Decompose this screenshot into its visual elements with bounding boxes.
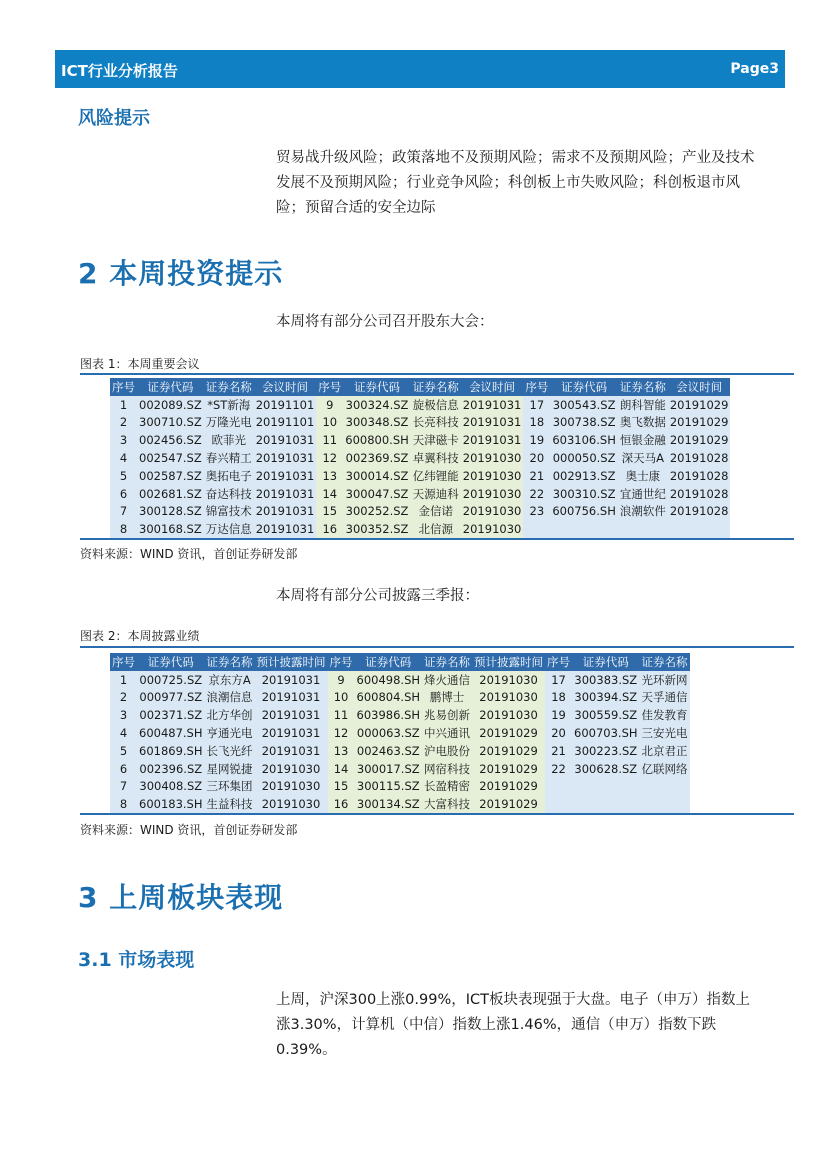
table-cell: 11 bbox=[316, 431, 343, 449]
table-cell: 20191030 bbox=[255, 778, 328, 796]
table-cell: 000050.SZ bbox=[550, 449, 618, 467]
table-cell: 002587.SZ bbox=[139, 468, 202, 483]
table-cell: 8 bbox=[110, 795, 137, 813]
column-header: 证券代码 bbox=[550, 378, 618, 396]
table-cell: 三安光电 bbox=[641, 726, 688, 741]
table-cell: 20191028 bbox=[669, 504, 729, 519]
market-performance-text: 上周，沪深300上涨0.99%，ICT板块表现强于大盘。电子（申万）指数上涨3.30%，计算机（中信）指数上涨1.46%，通信（申万）指数下跌0.39%。 bbox=[276, 992, 750, 1058]
table-cell: 中兴通讯 bbox=[424, 726, 471, 741]
table-cell: 20191101 bbox=[255, 397, 315, 412]
intro-meetings: 本周将有部分公司召开股东大会： bbox=[276, 314, 494, 330]
table-cell: 16 bbox=[316, 520, 343, 538]
table-cell: 万隆光电 bbox=[205, 415, 252, 430]
table-cell: 2 bbox=[110, 414, 137, 432]
table-cell: 长飞光纤 bbox=[206, 743, 253, 758]
column-header: 证券名称 bbox=[424, 654, 471, 669]
table-cell: 300310.SZ bbox=[550, 485, 618, 503]
table-cell bbox=[545, 795, 572, 813]
table-cell: 13 bbox=[328, 742, 355, 760]
table-cell: 15 bbox=[328, 778, 355, 796]
table-row bbox=[110, 414, 730, 432]
table-cell: 20191030 bbox=[462, 522, 522, 537]
table-cell: 002396.SZ bbox=[137, 760, 205, 778]
table-cell: 20191030 bbox=[462, 468, 522, 483]
table-cell: 兆易创新 bbox=[424, 708, 471, 723]
table-cell: 20191031 bbox=[255, 522, 315, 537]
table-cell: 20191031 bbox=[255, 486, 315, 501]
table-cell: 京东方A bbox=[205, 671, 255, 689]
table-cell: 20191031 bbox=[255, 504, 315, 519]
table2-source: 资料来源：WIND 资讯，首创证券研发部 bbox=[80, 823, 298, 837]
table-cell: 长盈精密 bbox=[424, 779, 471, 794]
table-cell: 奥飞数据 bbox=[619, 415, 666, 430]
table-cell: 恒银金融 bbox=[619, 433, 666, 448]
table-header-row bbox=[110, 653, 690, 671]
column-header: 序号 bbox=[112, 379, 135, 394]
table-cell: 10 bbox=[328, 689, 355, 707]
table-cell: 奥士康 bbox=[618, 467, 668, 485]
table-cell: *ST新海 bbox=[204, 396, 254, 414]
table-row bbox=[110, 795, 690, 813]
table-cell: 300408.SZ bbox=[137, 778, 205, 796]
table2-caption: 图表 2：本周披露业绩 bbox=[80, 629, 200, 643]
table-cell: 600498.SH bbox=[356, 672, 421, 687]
table-cell: 600800.SH bbox=[345, 433, 409, 448]
table-cell: 300014.SZ bbox=[343, 467, 411, 485]
table-cell: 20191030 bbox=[472, 671, 545, 689]
table-row bbox=[110, 485, 730, 503]
table-cell: 20191028 bbox=[669, 468, 729, 483]
table-cell: 6 bbox=[110, 760, 137, 778]
table-row bbox=[110, 431, 730, 449]
table-cell: 20 bbox=[545, 724, 572, 742]
table-cell: 300047.SZ bbox=[343, 485, 411, 503]
column-header: 序号 bbox=[525, 379, 549, 394]
table-cell: 生益科技 bbox=[206, 797, 253, 812]
table-cell: 14 bbox=[316, 485, 343, 503]
table-cell: 7 bbox=[110, 778, 137, 796]
table-cell: 20191028 bbox=[669, 486, 729, 501]
table-cell: 3 bbox=[110, 706, 137, 724]
table-cell: 20191030 bbox=[472, 706, 545, 724]
table-cell: 300394.SZ bbox=[572, 689, 640, 707]
column-header: 序号 bbox=[112, 654, 135, 669]
column-header: 证券代码 bbox=[137, 378, 204, 396]
table-cell: 13 bbox=[316, 467, 343, 485]
table-cell: 600804.SH bbox=[356, 690, 421, 705]
table-cell: 18 bbox=[523, 414, 550, 432]
table-cell: 19 bbox=[523, 431, 550, 449]
table-cell: 金信诺 bbox=[411, 503, 461, 521]
section2-heading: 2 本周投资提示 bbox=[78, 257, 284, 290]
table-cell: 22 bbox=[523, 485, 550, 503]
table-cell: 20 bbox=[523, 449, 550, 467]
table-cell: 300348.SZ bbox=[343, 414, 411, 432]
table-cell: 20191029 bbox=[472, 778, 545, 796]
table-cell: 欧菲光 bbox=[204, 431, 254, 449]
table-cell: 20191031 bbox=[462, 433, 522, 448]
table-cell: 4 bbox=[110, 449, 137, 467]
table-row bbox=[110, 689, 690, 707]
table-cell: 300134.SZ bbox=[355, 795, 423, 813]
table-cell: 15 bbox=[316, 503, 343, 521]
table-cell: 20191101 bbox=[255, 415, 315, 430]
table-cell: 鹏博士 bbox=[422, 689, 472, 707]
table-cell bbox=[640, 778, 690, 796]
intro-reports: 本周将有部分公司披露三季报： bbox=[276, 588, 479, 604]
table-row bbox=[110, 760, 690, 778]
table-cell: 4 bbox=[110, 724, 137, 742]
table-cell: 春兴精工 bbox=[205, 451, 252, 466]
table-row bbox=[110, 520, 730, 538]
table-cell: 三环集团 bbox=[206, 779, 253, 794]
column-header: 证券代码 bbox=[343, 378, 411, 396]
column-header: 序号 bbox=[318, 379, 342, 394]
table1-caption: 图表 1：本周重要会议 bbox=[80, 357, 200, 371]
column-header: 预计披露时间 bbox=[256, 654, 326, 669]
table-cell: 12 bbox=[316, 449, 343, 467]
table-cell: 20191029 bbox=[669, 433, 729, 448]
table-cell: 20191029 bbox=[472, 795, 545, 813]
table-cell: 20191029 bbox=[472, 760, 545, 778]
table-cell bbox=[545, 778, 572, 796]
table-cell: 20191028 bbox=[669, 451, 729, 466]
table-cell: 17 bbox=[545, 671, 572, 689]
table-cell: 20191031 bbox=[255, 742, 328, 760]
table-cell: 北京君正 bbox=[641, 743, 688, 758]
table-cell: 300252.SZ bbox=[343, 503, 411, 521]
table-cell: 300559.SZ bbox=[572, 706, 640, 724]
table-cell: 600756.SH bbox=[552, 504, 616, 519]
table-cell: 6 bbox=[110, 485, 137, 503]
table-cell: 3 bbox=[110, 431, 137, 449]
table-cell: 20191029 bbox=[669, 415, 729, 430]
table-cell: 002371.SZ bbox=[137, 706, 205, 724]
table-cell: 20191031 bbox=[462, 415, 522, 430]
column-header: 证券名称 bbox=[205, 379, 252, 394]
table-cell: 佳发教育 bbox=[641, 708, 688, 723]
table-cell: 20191030 bbox=[255, 795, 328, 813]
column-header: 证券代码 bbox=[572, 653, 640, 671]
table-cell: 300223.SZ bbox=[572, 742, 640, 760]
table-cell: 亿联网络 bbox=[641, 761, 688, 776]
report-title: ICT行业分析报告 bbox=[61, 62, 178, 80]
table2-frame bbox=[80, 646, 794, 815]
table-cell: 20191031 bbox=[255, 724, 328, 742]
table-cell bbox=[572, 795, 640, 813]
table-cell: 沪电股份 bbox=[424, 743, 471, 758]
table-cell: 9 bbox=[328, 671, 355, 689]
table-cell bbox=[550, 520, 618, 538]
table-cell: 300543.SZ bbox=[550, 396, 618, 414]
column-header: 证券名称 bbox=[641, 654, 688, 669]
table-cell: 20191029 bbox=[472, 724, 545, 742]
table-row bbox=[110, 706, 690, 724]
table-cell: 600703.SH bbox=[574, 726, 638, 741]
table-cell: 002369.SZ bbox=[343, 449, 411, 467]
table-cell: 23 bbox=[523, 503, 550, 521]
table-cell: 000063.SZ bbox=[355, 724, 423, 742]
table-cell: 大富科技 bbox=[424, 797, 471, 812]
table-row bbox=[110, 742, 690, 760]
table-cell: 天源迪科 bbox=[412, 486, 459, 501]
table-cell: 1 bbox=[110, 396, 137, 414]
table-cell: 5 bbox=[110, 742, 137, 760]
table-cell: 锦富技术 bbox=[205, 504, 252, 519]
table-cell: 300628.SZ bbox=[572, 760, 640, 778]
column-header: 会议时间 bbox=[461, 378, 524, 396]
table-cell: 11 bbox=[328, 706, 355, 724]
table-cell: 20191030 bbox=[255, 760, 328, 778]
table-cell: 002913.SZ bbox=[550, 467, 618, 485]
table-cell: 光环新网 bbox=[641, 672, 688, 687]
table-cell: 浪潮软件 bbox=[619, 504, 666, 519]
table-cell: 300168.SZ bbox=[139, 522, 202, 537]
table-cell: 300324.SZ bbox=[343, 396, 411, 414]
table-cell bbox=[618, 520, 668, 538]
table-cell: 20191029 bbox=[472, 742, 545, 760]
table-cell: 600183.SH bbox=[139, 797, 203, 812]
table-cell: 奋达科技 bbox=[205, 486, 252, 501]
table-cell: 9 bbox=[316, 396, 343, 414]
table-cell: 002681.SZ bbox=[139, 486, 202, 501]
table-cell: 601869.SH bbox=[139, 743, 203, 758]
table1-frame bbox=[80, 373, 794, 540]
table-cell: 20191030 bbox=[462, 451, 522, 466]
table-cell: 万达信息 bbox=[205, 522, 252, 537]
column-header: 会议时间 bbox=[668, 378, 731, 396]
table-row bbox=[110, 724, 690, 742]
table-row bbox=[110, 449, 730, 467]
table-cell: 天孚通信 bbox=[641, 690, 688, 705]
table-cell: 300383.SZ bbox=[572, 671, 640, 689]
table-cell: 星网锐捷 bbox=[206, 761, 253, 776]
table-cell: 深天马A bbox=[618, 449, 668, 467]
table-cell: 16 bbox=[328, 795, 355, 813]
table-cell: 300352.SZ bbox=[343, 520, 411, 538]
table-cell: 烽火通信 bbox=[424, 672, 471, 687]
table-cell: 20191031 bbox=[255, 671, 328, 689]
table-row bbox=[110, 778, 690, 796]
table-cell bbox=[668, 520, 731, 538]
table-cell: 000725.SZ bbox=[137, 671, 205, 689]
column-header: 序号 bbox=[547, 654, 571, 669]
page-number: Page3 bbox=[730, 61, 779, 77]
table-cell: 17 bbox=[523, 396, 550, 414]
table-cell: 002547.SZ bbox=[139, 451, 202, 466]
column-header: 证券名称 bbox=[206, 654, 253, 669]
section3-heading: 3 上周板块表现 bbox=[78, 881, 284, 914]
table-cell: 300115.SZ bbox=[355, 778, 423, 796]
table-cell: 19 bbox=[545, 706, 572, 724]
table-cell: 300128.SZ bbox=[139, 504, 202, 519]
column-header: 预计披露时间 bbox=[474, 654, 544, 669]
table-row bbox=[110, 671, 690, 689]
table-cell: 002089.SZ bbox=[139, 397, 202, 412]
table-cell: 10 bbox=[316, 414, 343, 432]
table-cell: 朗科智能 bbox=[619, 397, 666, 412]
table-header-row bbox=[110, 378, 730, 396]
table-cell: 浪潮信息 bbox=[206, 690, 253, 705]
table-cell: 7 bbox=[110, 503, 137, 521]
table-row bbox=[110, 396, 730, 414]
table-cell: 20191029 bbox=[669, 397, 729, 412]
table-cell: 600487.SH bbox=[139, 726, 203, 741]
table-cell: 20191031 bbox=[255, 706, 328, 724]
table-cell: 20191031 bbox=[255, 689, 328, 707]
table-row bbox=[110, 467, 730, 485]
column-header: 序号 bbox=[329, 654, 353, 669]
table-cell: 20191030 bbox=[472, 689, 545, 707]
column-header: 证券名称 bbox=[619, 379, 666, 394]
table-cell: 21 bbox=[523, 467, 550, 485]
table-cell: 5 bbox=[110, 467, 137, 485]
table-cell: 20191031 bbox=[255, 433, 315, 448]
table-cell bbox=[640, 795, 690, 813]
table-cell: 旋极信息 bbox=[412, 397, 459, 412]
table-cell: 12 bbox=[328, 724, 355, 742]
table-cell: 20191030 bbox=[462, 504, 522, 519]
table-cell: 亨通光电 bbox=[206, 726, 253, 741]
column-header: 证券代码 bbox=[355, 653, 423, 671]
table-cell: 14 bbox=[328, 760, 355, 778]
table-cell: 18 bbox=[545, 689, 572, 707]
table-cell: 300710.SZ bbox=[139, 415, 202, 430]
table-cell: 20191030 bbox=[462, 486, 522, 501]
table-cell: 北信源 bbox=[411, 520, 461, 538]
table1-source: 资料来源：WIND 资讯，首创证券研发部 bbox=[80, 547, 298, 561]
table-cell: 20191031 bbox=[255, 468, 315, 483]
table-cell: 20191031 bbox=[462, 397, 522, 412]
table-cell: 长亮科技 bbox=[412, 415, 459, 430]
table-cell: 8 bbox=[110, 520, 137, 538]
column-header: 会议时间 bbox=[254, 378, 317, 396]
table-cell: 603986.SH bbox=[356, 708, 421, 723]
column-header: 证券名称 bbox=[412, 379, 459, 394]
page-header bbox=[55, 50, 785, 88]
table-cell: 000977.SZ bbox=[137, 689, 205, 707]
table-cell: 网宿科技 bbox=[424, 761, 471, 776]
meetings-table bbox=[110, 378, 730, 538]
table-cell bbox=[572, 778, 640, 796]
table-cell bbox=[523, 520, 550, 538]
table-cell: 卓翼科技 bbox=[412, 451, 459, 466]
table-cell: 天津磁卡 bbox=[412, 433, 459, 448]
table-cell: 22 bbox=[545, 760, 572, 778]
table-cell: 2 bbox=[110, 689, 137, 707]
table-cell: 20191031 bbox=[255, 451, 315, 466]
table-cell: 21 bbox=[545, 742, 572, 760]
table-row bbox=[110, 503, 730, 521]
table-cell: 002456.SZ bbox=[139, 433, 202, 448]
table-cell: 奥拓电子 bbox=[205, 468, 252, 483]
earnings-table bbox=[110, 653, 690, 813]
table-cell: 宜通世纪 bbox=[619, 486, 666, 501]
table-cell: 北方华创 bbox=[206, 708, 253, 723]
table-cell: 1 bbox=[110, 671, 137, 689]
table-cell: 300738.SZ bbox=[550, 414, 618, 432]
table-cell: 002463.SZ bbox=[355, 742, 423, 760]
table-cell: 300017.SZ bbox=[355, 760, 423, 778]
table-cell: 亿纬锂能 bbox=[412, 468, 459, 483]
risk-text: 贸易战升级风险；政策落地不及预期风险；需求不及预期风险；产业及技术发展不及预期风险；行业竞争风险；科创板上市失败风险；科创板退市风险；预留合适的安全边际 bbox=[276, 150, 755, 216]
risk-heading: 风险提示 bbox=[78, 108, 150, 129]
section3-1-heading: 3.1 市场表现 bbox=[78, 949, 195, 971]
table-cell: 603106.SH bbox=[552, 433, 616, 448]
column-header: 证券代码 bbox=[137, 653, 205, 671]
